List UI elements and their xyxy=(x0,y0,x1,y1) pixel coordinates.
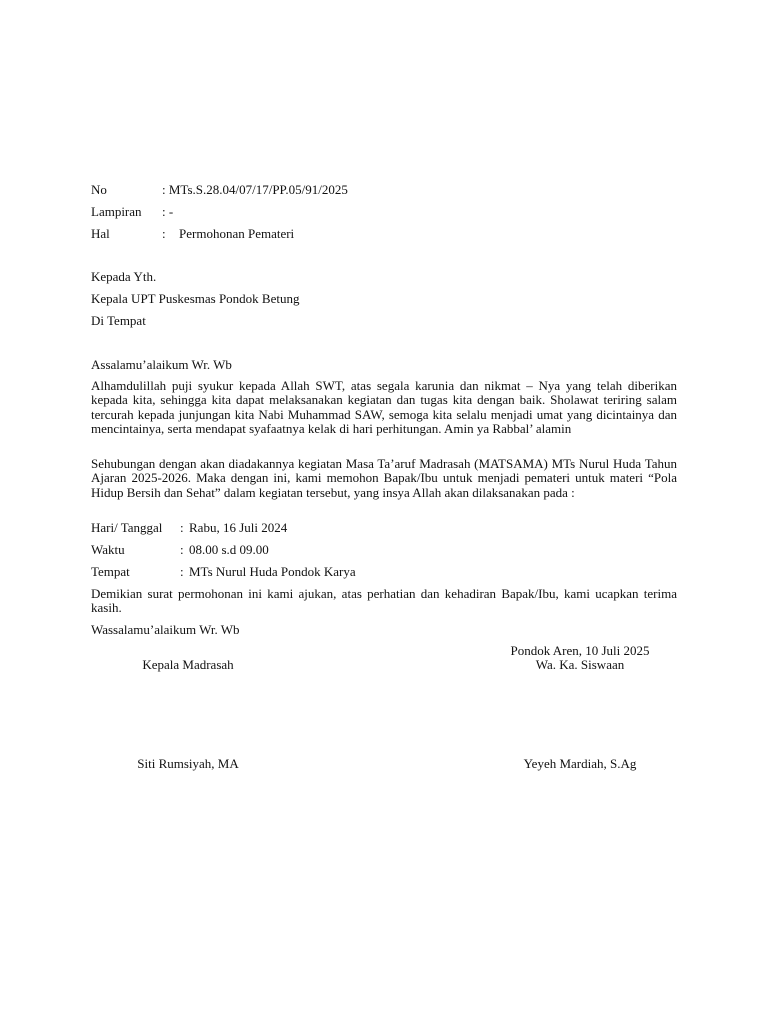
attachment-label: Lampiran xyxy=(91,204,142,219)
left-signatory-title: Kepala Madrasah xyxy=(142,657,234,672)
opening-paragraph: Alhamdulillah puji syukur kepada Allah SWT, atas segala karunia dan nikmat – Nya yang telah diberikan kepada kita, sehingga kita dapat melaksanakan kegiatan dan tugas kita dengan baik. Sholawat teriring salam tercurah kepada junjungan kita Nabi Muhammad SAW, semoga kita selalu menjadi umat yang dicintainya dan mencintainya, serta mendapat syafaatnya kelak di hari perhitungan. Amin ya Rabbal’ alamin xyxy=(91,378,677,437)
recipient-name: Kepala UPT Puskesmas Pondok Betung xyxy=(91,291,300,306)
place-colon: : xyxy=(180,564,184,579)
subject-label: Hal xyxy=(91,226,110,241)
subject-value: Permohonan Pemateri xyxy=(179,226,295,241)
time-value: 08.00 s.d 09.00 xyxy=(189,542,269,557)
place-label: Tempat xyxy=(91,564,130,579)
place-value: MTs Nurul Huda Pondok Karya xyxy=(189,564,356,579)
recipient-place: Di Tempat xyxy=(91,313,146,328)
time-colon: : xyxy=(180,542,184,557)
closing-greeting: Wassalamu’alaikum Wr. Wb xyxy=(91,622,240,637)
time-label: Waktu xyxy=(91,542,125,557)
opening-greeting: Assalamu’alaikum Wr. Wb xyxy=(91,357,232,372)
date-value: Rabu, 16 Juli 2024 xyxy=(189,520,288,535)
number-value: : MTs.S.28.04/07/17/PP.05/91/2025 xyxy=(162,182,348,197)
date-label: Hari/ Tanggal xyxy=(91,520,163,535)
left-signatory-name: Siti Rumsiyah, MA xyxy=(137,756,239,771)
subject-colon: : xyxy=(162,226,166,241)
right-signatory-name: Yeyeh Mardiah, S.Ag xyxy=(523,756,637,771)
closing-paragraph: Demikian surat permohonan ini kami ajukan, atas perhatian dan kehadiran Bapak/Ibu, kami ucapkan terima kasih. xyxy=(91,586,677,616)
attachment-value: : - xyxy=(162,204,174,219)
place-and-date: Pondok Aren, 10 Juli 2025 xyxy=(510,643,650,658)
right-signatory-title: Wa. Ka. Siswaan xyxy=(535,657,625,672)
date-colon: : xyxy=(180,520,184,535)
recipient-salutation: Kepada Yth. xyxy=(91,269,157,284)
request-paragraph: Sehubungan dengan akan diadakannya kegiatan Masa Ta’aruf Madrasah (MATSAMA) MTs Nurul Huda Tahun Ajaran 2025-2026. Maka dengan ini, kami memohon Bapak/Ibu untuk menjadi pemateri untuk materi “Pola Hidup Bersih dan Sehat” dalam kegiatan tersebut, yang insya Allah akan dilaksanakan pada : xyxy=(91,456,677,500)
number-label: No xyxy=(91,182,107,197)
